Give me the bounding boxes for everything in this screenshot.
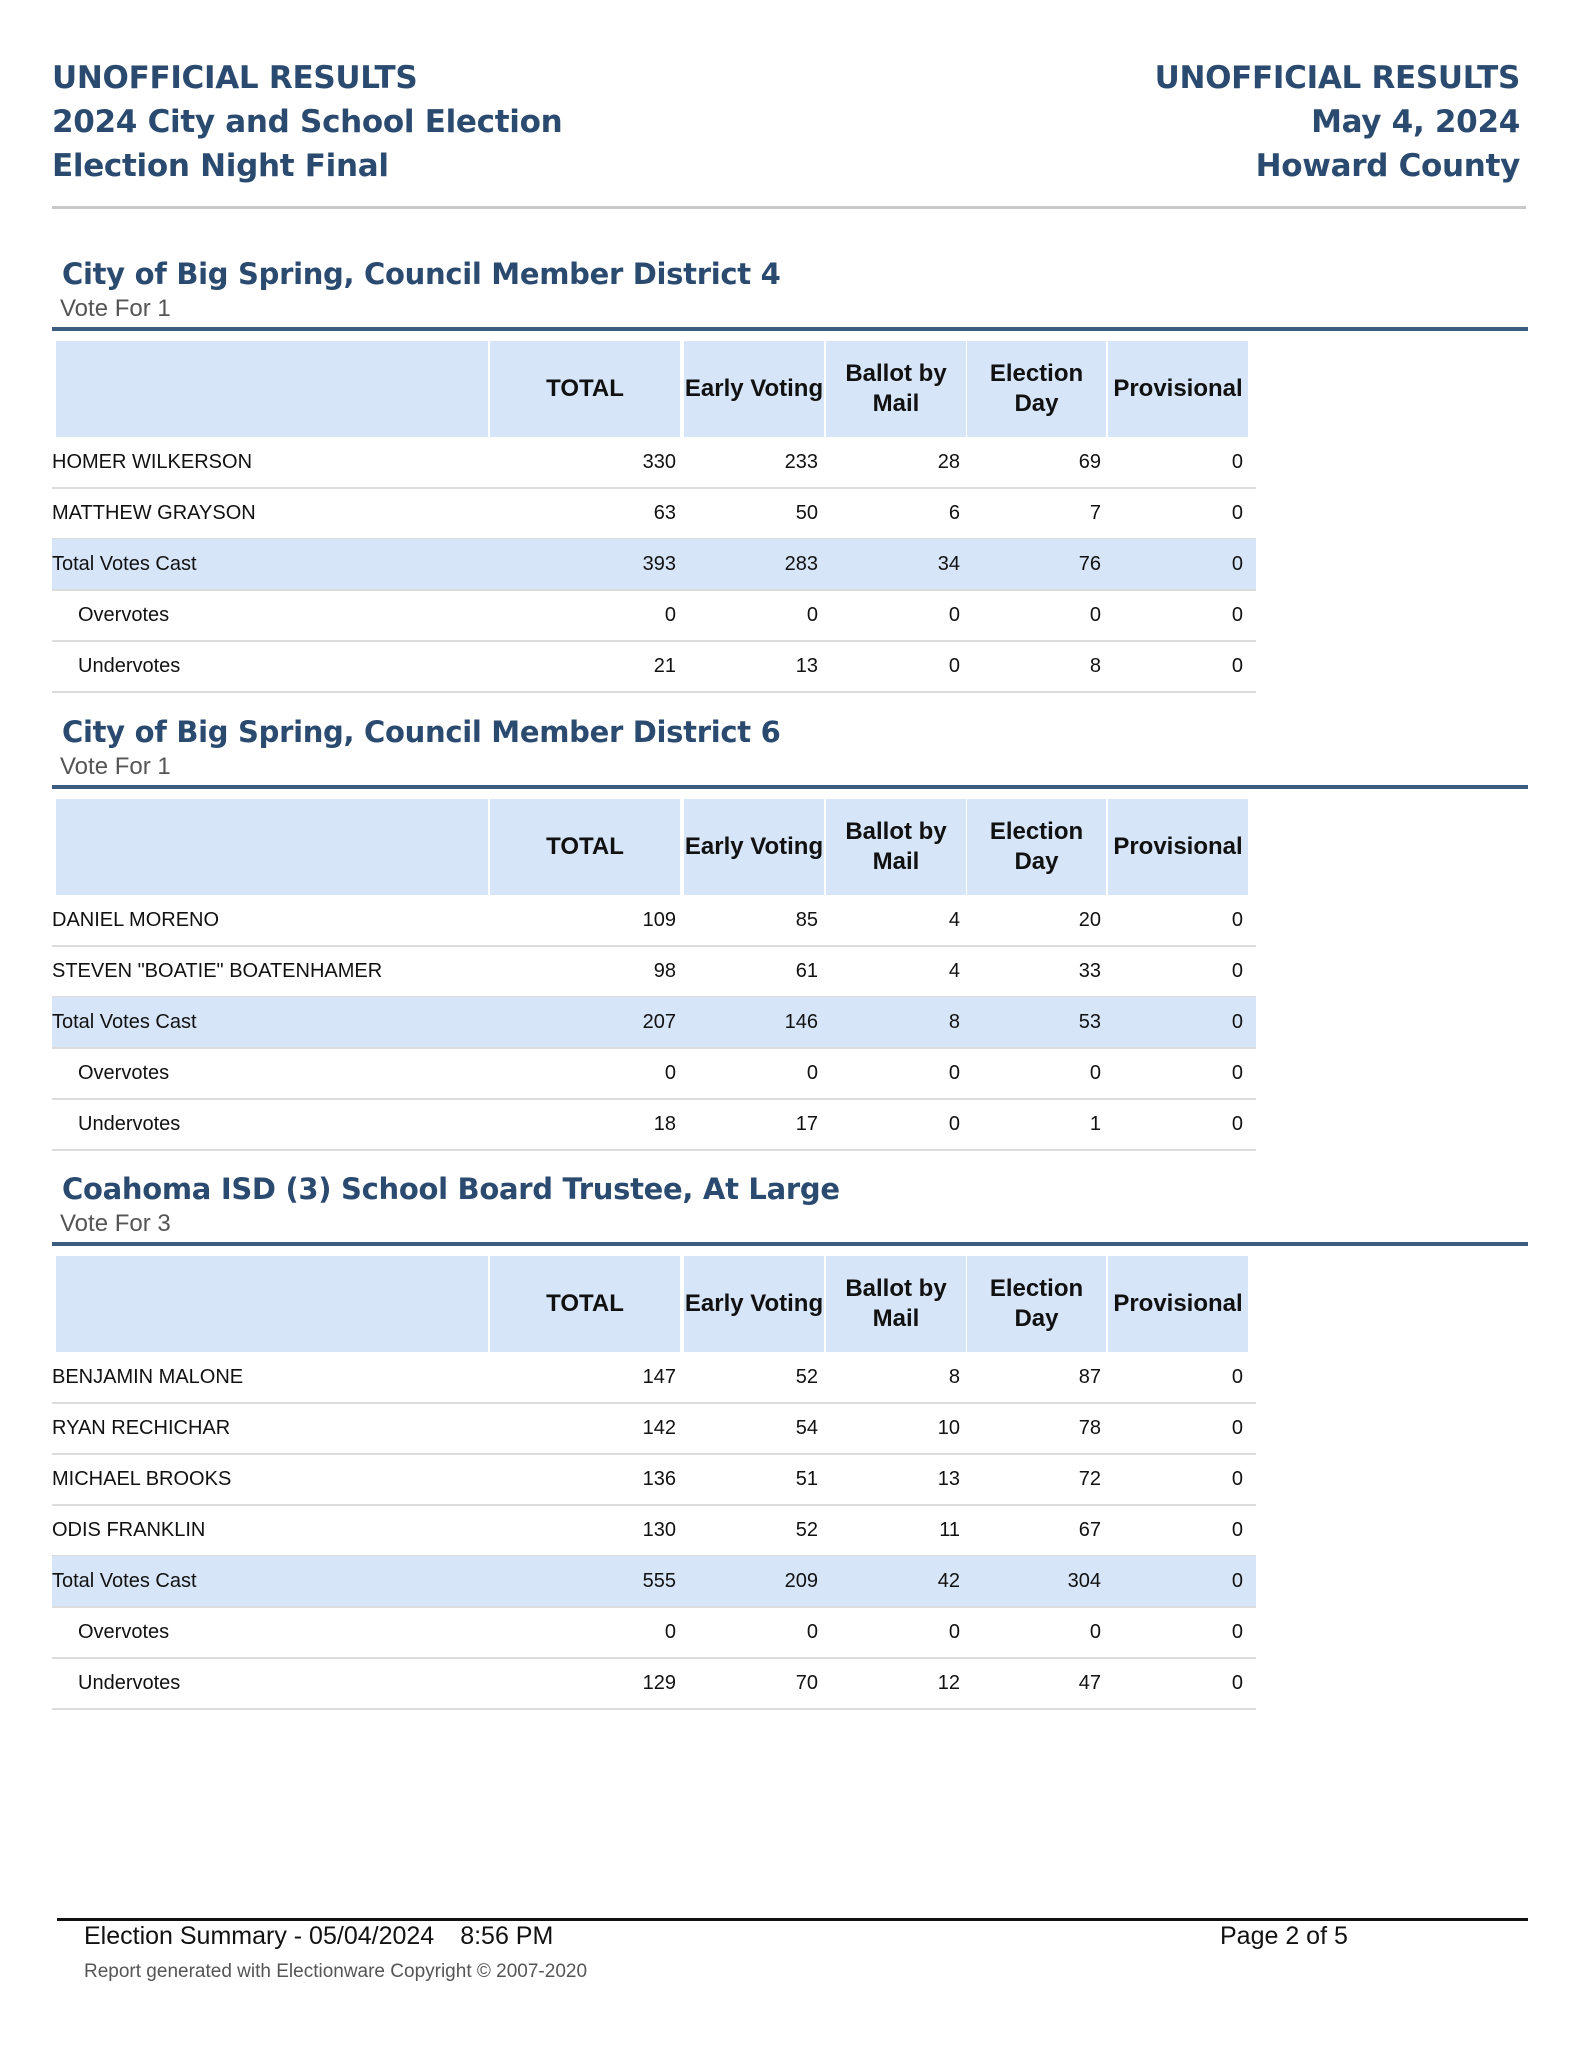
vote-count: 53 [1078,1011,1101,1033]
vote-count: 8 [948,1011,960,1033]
header-left-line-1: UNOFFICIAL RESULTS [52,60,418,96]
vote-count: 330 [642,451,676,473]
vote-count: 0 [1231,1366,1243,1388]
column-header-name [56,341,488,437]
vote-count: 52 [795,1366,818,1388]
column-header-label: Election [989,1275,1084,1302]
column-header [490,1256,680,1352]
vote-count: 85 [795,909,818,931]
vote-count: 70 [795,1672,818,1694]
vote-count: 11 [939,1519,960,1541]
row-label: MICHAEL BROOKS [52,1468,232,1490]
vote-count: 87 [1078,1366,1101,1388]
column-header-label: Mail [872,390,920,417]
column-header [1108,799,1248,895]
column-header-label: Provisional [1113,375,1243,402]
vote-count: 0 [806,1621,818,1643]
vote-count: 0 [1231,1519,1243,1541]
vote-count: 142 [642,1417,676,1439]
vote-count: 13 [937,1468,960,1490]
column-header [826,799,966,895]
column-header [490,799,680,895]
footer-page-number: Page 2 of 5 [1220,1922,1348,1950]
row-label: HOMER WILKERSON [52,451,253,473]
vote-count: 28 [937,451,960,473]
column-header-label: Election [989,360,1084,387]
vote-count: 72 [1078,1468,1101,1490]
column-header-name [56,1256,488,1352]
row-label: Overvotes [78,604,170,626]
column-header-label: Ballot by [845,360,947,387]
vote-count: 233 [784,451,818,473]
header-left-line-3: Election Night Final [52,148,389,184]
header-divider [52,206,1526,209]
report-header-right [1155,56,1520,188]
vote-count: 147 [642,1366,676,1388]
header-right-line-3: Howard County [1255,148,1520,184]
row-label: Total Votes Cast [52,1570,197,1592]
column-header-label: Day [1014,390,1059,417]
vote-count: 0 [948,1113,960,1135]
contest-title: Coahoma ISD (3) School Board Trustee, At Large [62,1172,840,1206]
column-header [967,341,1106,437]
vote-count: 0 [1231,553,1243,575]
column-header [967,799,1106,895]
vote-count: 21 [653,655,676,677]
vote-count: 0 [948,1621,960,1643]
vote-count: 0 [1231,909,1243,931]
column-header-row [0,1256,1583,1352]
column-header-label: Election [989,818,1084,845]
row-label: MATTHEW GRAYSON [52,502,256,524]
row-label: Total Votes Cast [52,1011,197,1033]
vote-count: 0 [948,1062,960,1084]
vote-count: 1 [1089,1113,1101,1135]
footer-summary-text: Election Summary - 05/04/2024 [84,1922,435,1950]
vote-count: 0 [1231,604,1243,626]
contest-vote-for: Vote For 3 [60,1210,171,1237]
contest-vote-for: Vote For 1 [60,753,171,780]
total-row [52,1556,1256,1608]
vote-count: 47 [1078,1672,1101,1694]
column-header-label: Day [1014,1305,1059,1332]
vote-count: 0 [1231,1062,1243,1084]
vote-count: 78 [1078,1417,1101,1439]
vote-count: 0 [1231,1672,1243,1694]
contest-divider [52,785,1528,789]
vote-count: 109 [642,909,676,931]
vote-count: 51 [795,1468,818,1490]
vote-count: 0 [1231,1417,1243,1439]
vote-count: 0 [1231,1570,1243,1592]
report-header-left [52,56,562,188]
contest-section [0,257,1583,702]
vote-count: 42 [937,1570,960,1592]
vote-count: 393 [642,553,676,575]
candidate-row [52,1352,1256,1404]
row-label: Undervotes [78,1113,181,1135]
row-label: Overvotes [78,1062,170,1084]
header-right-line-1: UNOFFICIAL RESULTS [1154,60,1520,96]
row-label: RYAN RECHICHAR [52,1417,231,1439]
vote-count: 13 [795,655,818,677]
row-label: Undervotes [78,1672,181,1694]
contest-divider [52,1242,1528,1246]
column-header [826,1256,966,1352]
vote-count: 146 [784,1011,818,1033]
vote-count: 283 [784,553,818,575]
vote-count: 0 [948,655,960,677]
vote-count: 0 [1231,1468,1243,1490]
vote-count: 50 [795,502,818,524]
vote-count: 52 [795,1519,818,1541]
vote-count: 0 [1231,1621,1243,1643]
vote-count: 0 [1231,451,1243,473]
vote-count: 0 [1231,1113,1243,1135]
contest-vote-for: Vote For 1 [60,295,171,322]
vote-count: 0 [1231,655,1243,677]
contest-title: City of Big Spring, Council Member District 6 [62,715,781,749]
vote-count: 8 [948,1366,960,1388]
vote-count: 0 [1089,604,1101,626]
vote-count: 129 [642,1672,676,1694]
vote-count: 61 [795,960,818,982]
row-label: Undervotes [78,655,181,677]
row-label: Overvotes [78,1621,170,1643]
vote-count: 555 [642,1570,676,1592]
summary-row [52,641,1256,693]
column-header-label: Provisional [1113,833,1243,860]
column-header-name [56,799,488,895]
column-header [967,1256,1106,1352]
vote-count: 69 [1078,451,1101,473]
vote-count: 8 [1089,655,1101,677]
column-header [684,341,824,437]
vote-count: 0 [664,1062,676,1084]
vote-count: 0 [664,1621,676,1643]
candidate-row [52,488,1256,540]
column-header [1108,1256,1248,1352]
vote-count: 76 [1078,553,1101,575]
candidate-row [52,1505,1256,1557]
footer-divider [57,1918,1528,1921]
vote-count: 20 [1078,909,1101,931]
vote-count: 4 [948,960,960,982]
vote-count: 0 [806,1062,818,1084]
vote-count: 0 [664,604,676,626]
vote-count: 130 [642,1519,676,1541]
summary-row [52,1099,1256,1151]
summary-row [52,1607,1256,1659]
footer-copyright: Report generated with Electionware Copyright © 2007-2020 [84,1961,588,1982]
candidate-row [52,895,1256,947]
column-header-label: Early Voting [684,1290,824,1317]
vote-count: 0 [1089,1621,1101,1643]
contest-divider [52,327,1528,331]
header-left-line-2: 2024 City and School Election [52,104,563,140]
vote-count: 209 [784,1570,818,1592]
vote-count: 18 [653,1113,676,1135]
row-label: STEVEN "BOATIE" BOATENHAMER [52,960,383,982]
candidate-row [52,1454,1256,1506]
column-header-label: Early Voting [684,833,824,860]
column-header-label: Ballot by [845,1275,947,1302]
candidate-row [52,1403,1256,1455]
vote-count: 4 [948,909,960,931]
vote-count: 6 [948,502,960,524]
column-header-label: Day [1014,848,1059,875]
column-header-label: Mail [872,848,920,875]
column-header-label: Early Voting [684,375,824,402]
row-label: Total Votes Cast [52,553,197,575]
vote-count: 0 [806,604,818,626]
summary-row [52,1658,1256,1710]
column-header [1108,341,1248,437]
summary-row [52,1048,1256,1100]
column-header-label: TOTAL [546,375,624,402]
candidate-row [52,946,1256,998]
vote-count: 136 [642,1468,676,1490]
column-header-row [0,799,1583,895]
summary-row [52,590,1256,642]
vote-count: 7 [1089,502,1101,524]
column-header [490,341,680,437]
row-label: ODIS FRANKLIN [52,1519,206,1541]
candidate-row [52,437,1256,489]
column-header [684,799,824,895]
vote-count: 0 [1231,960,1243,982]
contest-title: City of Big Spring, Council Member District 4 [62,257,781,291]
vote-count: 63 [653,502,676,524]
total-row [52,539,1256,591]
vote-count: 10 [937,1417,960,1439]
total-row [52,997,1256,1049]
vote-count: 207 [642,1011,676,1033]
vote-count: 54 [795,1417,818,1439]
vote-count: 304 [1067,1570,1101,1592]
column-header [826,341,966,437]
vote-count: 12 [937,1672,960,1694]
column-header-label: Provisional [1113,1290,1243,1317]
column-header-label: Mail [872,1305,920,1332]
vote-count: 17 [795,1113,818,1135]
vote-count: 0 [1231,1011,1243,1033]
column-header-row [0,341,1583,437]
vote-count: 0 [948,604,960,626]
vote-count: 98 [653,960,676,982]
vote-count: 33 [1078,960,1101,982]
column-header [684,1256,824,1352]
row-label: DANIEL MORENO [52,909,220,931]
contest-section [0,1172,1583,1719]
column-header-label: Ballot by [845,818,947,845]
footer-summary [84,1922,553,1951]
contest-section [0,715,1583,1160]
column-header-label: TOTAL [546,1290,624,1317]
footer-time: 8:56 PM [460,1922,554,1950]
column-header-label: TOTAL [546,833,624,860]
vote-count: 67 [1078,1519,1101,1541]
vote-count: 0 [1089,1062,1101,1084]
vote-count: 0 [1231,502,1243,524]
header-right-line-2: May 4, 2024 [1311,104,1520,140]
vote-count: 34 [937,553,960,575]
row-label: BENJAMIN MALONE [52,1366,244,1388]
